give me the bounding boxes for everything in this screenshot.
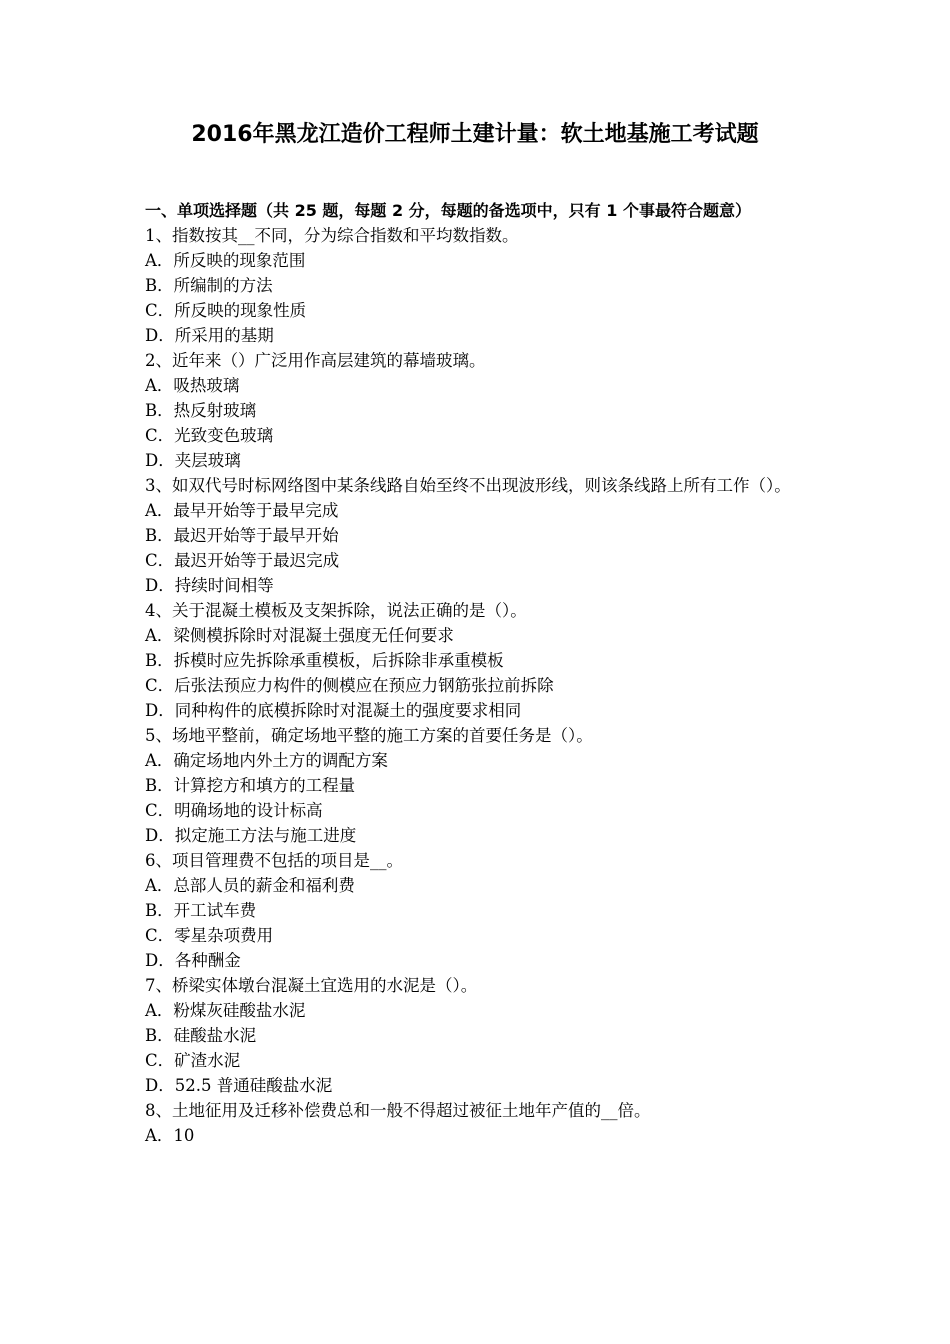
section-heading: 一、单项选择题（共 25 题，每题 2 分，每题的备选项中，只有 1 个事最符合题意）: [145, 201, 751, 220]
question-5: [145, 723, 810, 848]
option-a: A．最早开始等于最早完成: [145, 501, 339, 520]
option-c: C．光致变色玻璃: [145, 426, 274, 445]
option-a: A．总部人员的薪金和福利费: [145, 876, 355, 895]
question-stem: 4、关于混凝土模板及支架拆除，说法正确的是（）。: [145, 601, 527, 620]
question-stem: 2、近年来（）广泛用作高层建筑的幕墙玻璃。: [145, 351, 486, 370]
document-body: [145, 198, 810, 1148]
option-c: C．最迟开始等于最迟完成: [145, 551, 340, 570]
option-b: B．所编制的方法: [145, 276, 273, 295]
question-list: [145, 223, 810, 1148]
option-c: C．所反映的现象性质: [145, 301, 307, 320]
question-stem: 7、桥梁实体墩台混凝土宜选用的水泥是（）。: [145, 976, 478, 995]
question-stem: 6、项目管理费不包括的项目是__。: [145, 851, 403, 870]
option-b: B．拆模时应先拆除承重模板，后拆除非承重模板: [145, 651, 504, 670]
question-stem: 1、指数按其__不同，分为综合指数和平均数指数。: [145, 226, 519, 245]
question-7: [145, 973, 810, 1098]
question-1: [145, 223, 810, 348]
question-2: [145, 348, 810, 473]
document-title: 2016年黑龙江造价工程师土建计量：软土地基施工考试题: [191, 122, 759, 147]
option-d: D．所采用的基期: [145, 326, 274, 345]
question-stem: 8、土地征用及迁移补偿费总和一般不得超过被征土地年产值的__倍。: [145, 1101, 651, 1120]
option-a: A．10: [145, 1126, 195, 1145]
option-d: D．拟定施工方法与施工进度: [145, 826, 357, 845]
option-d: D．同种构件的底模拆除时对混凝土的强度要求相同: [145, 701, 522, 720]
question-stem: 3、如双代号时标网络图中某条线路自始至终不出现波形线，则该条线路上所有工作（）。: [145, 476, 791, 495]
option-a: A．吸热玻璃: [145, 376, 240, 395]
option-a: A．所反映的现象范围: [145, 251, 306, 270]
option-d: D．52.5 普通硅酸盐水泥: [145, 1076, 333, 1095]
option-a: A．梁侧模拆除时对混凝土强度无任何要求: [145, 626, 454, 645]
option-c: C．明确场地的设计标高: [145, 801, 323, 820]
option-b: B．热反射玻璃: [145, 401, 257, 420]
option-c: C．后张法预应力构件的侧模应在预应力钢筋张拉前拆除: [145, 676, 554, 695]
question-3: [145, 473, 810, 598]
option-b: B．最迟开始等于最早开始: [145, 526, 339, 545]
option-d: D．夹层玻璃: [145, 451, 241, 470]
option-c: C．矿渣水泥: [145, 1051, 241, 1070]
option-a: A．确定场地内外土方的调配方案: [145, 751, 388, 770]
option-c: C．零星杂项费用: [145, 926, 274, 945]
option-b: B．硅酸盐水泥: [145, 1026, 257, 1045]
question-8: [145, 1098, 810, 1148]
option-a: A．粉煤灰硅酸盐水泥: [145, 1001, 306, 1020]
question-stem: 5、场地平整前，确定场地平整的施工方案的首要任务是（）。: [145, 726, 593, 745]
option-b: B．开工试车费: [145, 901, 257, 920]
option-d: D．持续时间相等: [145, 576, 274, 595]
option-b: B．计算挖方和填方的工程量: [145, 776, 356, 795]
question-4: [145, 598, 810, 723]
question-6: [145, 848, 810, 973]
option-d: D．各种酬金: [145, 951, 241, 970]
